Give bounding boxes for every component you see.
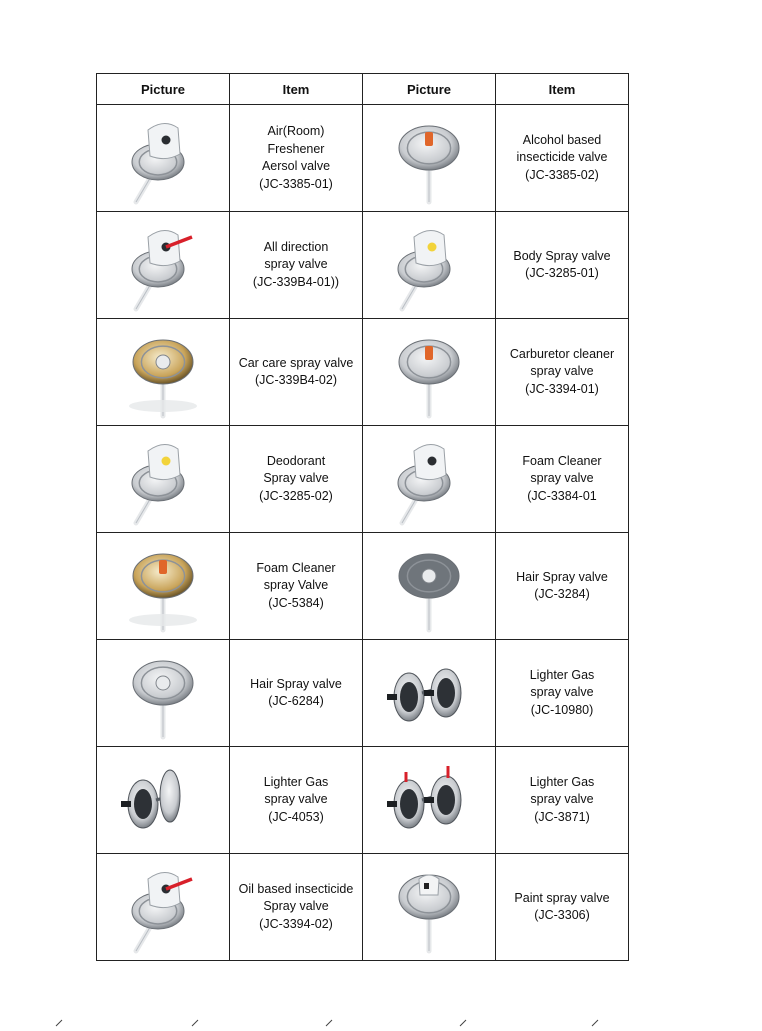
- header-item-2: Item: [496, 74, 629, 105]
- item-name-line: (JC-3384-01: [527, 488, 597, 503]
- item-name-line: spray valve: [530, 364, 594, 379]
- product-item-name: [496, 747, 629, 854]
- item-name-line: spray Valve: [263, 578, 329, 593]
- product-picture: [363, 640, 496, 747]
- gold-cup-valve-orange-stem-icon: [108, 538, 218, 634]
- table-row: [97, 426, 629, 533]
- item-name-line: (JC-3306): [534, 908, 590, 922]
- item-name-line: (JC-3385-01): [259, 176, 333, 191]
- item-name-line: Lighter Gas: [529, 774, 595, 789]
- item-name-line: Hair Spray valve: [250, 676, 342, 691]
- item-name-line: Oil based insecticide: [238, 881, 354, 896]
- product-picture: [363, 854, 496, 961]
- cup-valve-orange-stem-icon: [374, 324, 484, 420]
- item-name-line: Spray valve: [263, 899, 329, 914]
- product-picture: [363, 319, 496, 426]
- product-table: [96, 73, 629, 961]
- product-item-name: [230, 533, 363, 640]
- gold-cup-valve-icon: [108, 324, 218, 420]
- dark-cup-valve-icon: [374, 538, 484, 634]
- item-name-line: spray valve: [530, 685, 594, 700]
- table-row: [97, 533, 629, 640]
- product-item-name: [496, 319, 629, 426]
- item-name-line: (JC-5384): [268, 595, 324, 610]
- product-picture: [363, 533, 496, 640]
- lighter-gas-valve-pair-red-icon: [374, 752, 484, 848]
- item-name-line: Lighter Gas: [529, 667, 595, 682]
- item-name-line: spray valve: [530, 471, 594, 486]
- item-name-line: (JC-10980): [530, 702, 594, 717]
- spray-cap-valve-red-tube-icon: [108, 859, 218, 955]
- header-picture-2: Picture: [363, 74, 496, 105]
- product-picture: [363, 426, 496, 533]
- item-name-line: Foam Cleaner: [522, 453, 602, 468]
- item-name-line: (JC-6284): [268, 694, 324, 708]
- item-name-line: spray valve: [264, 792, 328, 807]
- item-name-line: (JC-339B4-01)): [252, 274, 340, 289]
- product-picture: [363, 105, 496, 212]
- product-item-name: [230, 212, 363, 319]
- spray-cap-valve-red-tube-icon: [108, 217, 218, 313]
- item-name-line: Freshener: [267, 141, 325, 156]
- product-picture: [97, 319, 230, 426]
- product-picture: [363, 747, 496, 854]
- product-item-name: [230, 854, 363, 961]
- product-picture: [97, 640, 230, 747]
- product-item-name: [496, 426, 629, 533]
- item-name-line: (JC-4053): [268, 809, 324, 824]
- page-edge-marks: [0, 1018, 762, 1031]
- product-item-name: [496, 105, 629, 212]
- cup-valve-orange-stem-icon: [374, 110, 484, 206]
- item-name-line: Aersol valve: [261, 159, 331, 173]
- header-item-1: Item: [230, 74, 363, 105]
- item-name-line: spray valve: [530, 792, 594, 807]
- lighter-gas-valve-icon: [108, 752, 218, 848]
- item-name-line: Air(Room): [267, 124, 325, 138]
- product-item-name: [230, 747, 363, 854]
- item-name-line: (JC-3284): [534, 587, 590, 601]
- item-name-line: Lighter Gas: [263, 774, 329, 789]
- table-row: [97, 319, 629, 426]
- table-row: [97, 640, 629, 747]
- item-name-line: Paint spray valve: [514, 890, 610, 905]
- item-name-line: Deodorant: [266, 453, 326, 468]
- product-picture: [97, 854, 230, 961]
- cup-valve-white-actuator-icon: [374, 859, 484, 955]
- product-item-name: [496, 854, 629, 961]
- table-header-row: [97, 74, 629, 105]
- item-name-line: (JC-3394-01): [525, 381, 599, 396]
- product-item-name: [230, 426, 363, 533]
- item-name-line: insecticide valve: [516, 150, 608, 165]
- item-name-line: (JC-3871): [534, 809, 590, 824]
- spray-cap-valve-icon: [374, 431, 484, 527]
- product-picture: [97, 212, 230, 319]
- item-name-line: All direction: [263, 239, 329, 254]
- table-body: [97, 105, 629, 961]
- product-picture: [97, 747, 230, 854]
- item-name-line: Carburetor cleaner: [509, 346, 615, 361]
- lighter-gas-valve-pair-icon: [374, 645, 484, 741]
- item-name-line: (JC-3285-02): [259, 488, 333, 503]
- table-row: [97, 105, 629, 212]
- item-name-line: (JC-3385-02): [525, 167, 599, 182]
- spray-cap-valve-yellow-icon: [108, 431, 218, 527]
- product-item-name: [496, 212, 629, 319]
- header-picture-1: Picture: [97, 74, 230, 105]
- item-name-line: Foam Cleaner: [256, 560, 336, 575]
- table-row: [97, 854, 629, 961]
- table-row: [97, 747, 629, 854]
- product-picture: [97, 426, 230, 533]
- product-item-name: [230, 105, 363, 212]
- item-name-line: Car care spray valve: [238, 355, 354, 370]
- item-name-line: Hair Spray valve: [516, 569, 608, 584]
- product-picture: [363, 212, 496, 319]
- product-picture: [97, 105, 230, 212]
- item-name-line: spray valve: [264, 257, 328, 272]
- spray-cap-valve-icon: [108, 110, 218, 206]
- product-item-name: [496, 533, 629, 640]
- item-name-line: (JC-339B4-02): [255, 373, 337, 387]
- product-item-name: [230, 319, 363, 426]
- item-name-line: Body Spray valve: [513, 248, 611, 263]
- spray-cap-valve-yellow-icon: [374, 217, 484, 313]
- item-name-line: Alcohol based: [522, 132, 602, 147]
- cup-valve-icon: [108, 645, 218, 741]
- item-name-line: (JC-3285-01): [525, 266, 599, 280]
- table-row: [97, 212, 629, 319]
- product-item-name: [230, 640, 363, 747]
- product-item-name: [496, 640, 629, 747]
- item-name-line: (JC-3394-02): [259, 916, 333, 931]
- product-picture: [97, 533, 230, 640]
- item-name-line: Spray valve: [263, 471, 329, 486]
